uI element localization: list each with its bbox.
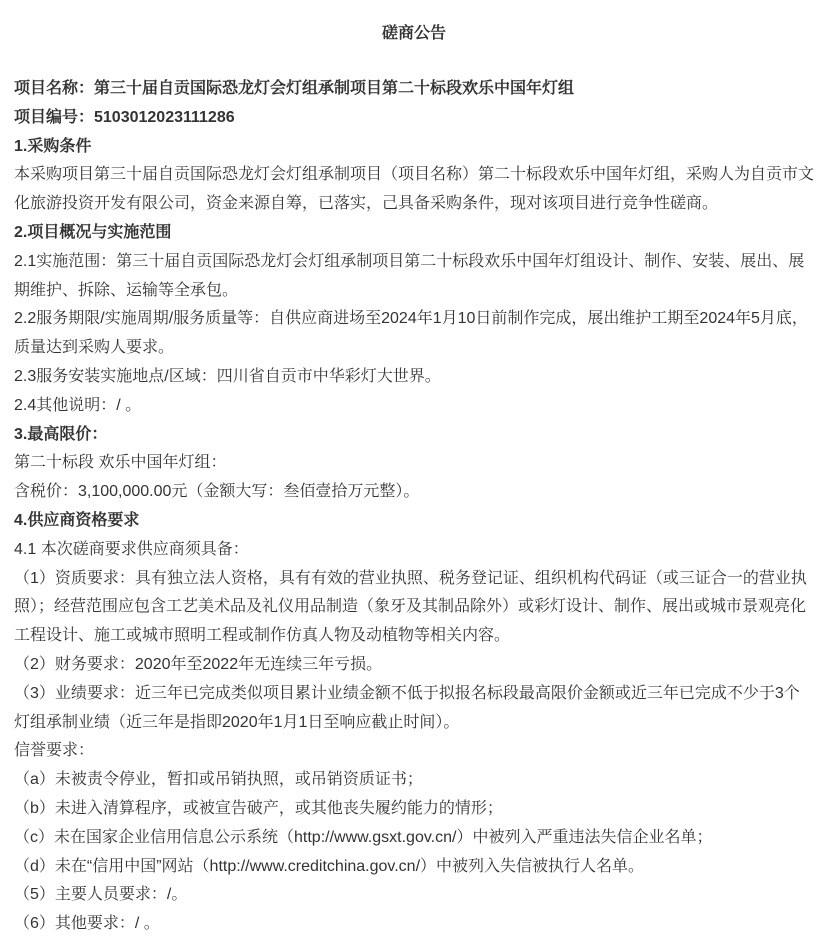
- clause-2-1-scope: 2.1实施范围：第三十届自贡国际恐龙灯会灯组承制项目第二十标段欢乐中国年灯组设计、制作、安装、展出、展期维护、拆除、运输等全承包。: [14, 252, 805, 299]
- clause-2-4-other-notes: 2.4其他说明：/ 。: [14, 396, 142, 414]
- project-name: 项目名称：第三十届自贡国际恐龙灯会灯组承制项目第二十标段欢乐中国年灯组: [14, 80, 575, 97]
- section-1-body: 本采购项目第三十届自贡国际恐龙灯会灯组承制项目（项目名称）第二十标段欢乐中国年灯组，采购人为自贡市文化旅游投资开发有限公司，资金来源自筹，已落实，己具备采购条件，现对该项目进行竞争性磋商。: [14, 166, 815, 213]
- lot-name: 第二十标段 欢乐中国年灯组：: [14, 454, 227, 472]
- requirement-1-qualification: （1）资质要求：具有独立法人资格，具有有效的营业执照、税务登记证、组织机构代码证（或三证合一的营业执照）；经营范围应包含工艺美术品及礼仪用品制造（象牙及其制品除外）或彩灯设计、制作、展出或城市景观亮化工程设计、施工或城市照明工程或制作仿真人物及动植物等相关内容。: [14, 569, 807, 645]
- requirement-2-financial: （2）财务要求：2020年至2022年无连续三年亏损。: [14, 655, 383, 673]
- section-1-heading: 1.采购条件: [14, 137, 92, 155]
- requirement-6-other: （6）其他要求：/ 。: [14, 915, 160, 933]
- clause-2-2-service-period: 2.2服务期限/实施周期/服务质量等：自供应商进场至2024年1月10日前制作完成，展出维护工期至2024年5月底，质量达到采购人要求。: [14, 310, 808, 357]
- requirement-3-performance: （3）业绩要求：近三年已完成类似项目累计业绩金额不低于拟报名标段最高限价金额或近三年已完成不少于3个灯组承制业绩（近三年是指即2020年1月1日至响应截止时间）。: [14, 684, 800, 731]
- clause-4-1-intro: 4.1 本次磋商要求供应商须具备：: [14, 540, 249, 558]
- section-3-heading: 3.最高限价：: [14, 425, 108, 443]
- credit-item-d: （d）未在“信用中国”网站（http://www.creditchina.gov.cn/）中被列入失信被执行人名单。: [14, 857, 645, 875]
- section-4-heading: 4.供应商资格要求: [14, 511, 140, 529]
- clause-2-3-location: 2.3服务安装实施地点/区域：四川省自贡市中华彩灯大世界。: [14, 367, 441, 385]
- credit-item-c: （c）未在国家企业信用信息公示系统（http://www.gsxt.gov.cn/）中被列入严重违法失信企业名单；: [14, 828, 713, 846]
- credit-item-b: （b）未进入清算程序，或被宣告破产，或其他丧失履约能力的情形；: [14, 799, 503, 817]
- page-title: 磋商公告: [381, 25, 446, 42]
- price-line: 含税价：3,100,000.00元（金额大写：叁佰壹拾万元整）。: [14, 483, 420, 501]
- project-number: 项目编号：5103012023111286: [14, 108, 235, 126]
- requirement-5-personnel: （5）主要人员要求：/。: [14, 886, 188, 904]
- section-2-heading: 2.项目概况与实施范围: [14, 223, 172, 241]
- credit-item-a: （a）未被责令停业，暂扣或吊销执照，或吊销资质证书；: [14, 771, 423, 789]
- credit-requirements-label: 信誉要求：: [14, 742, 95, 760]
